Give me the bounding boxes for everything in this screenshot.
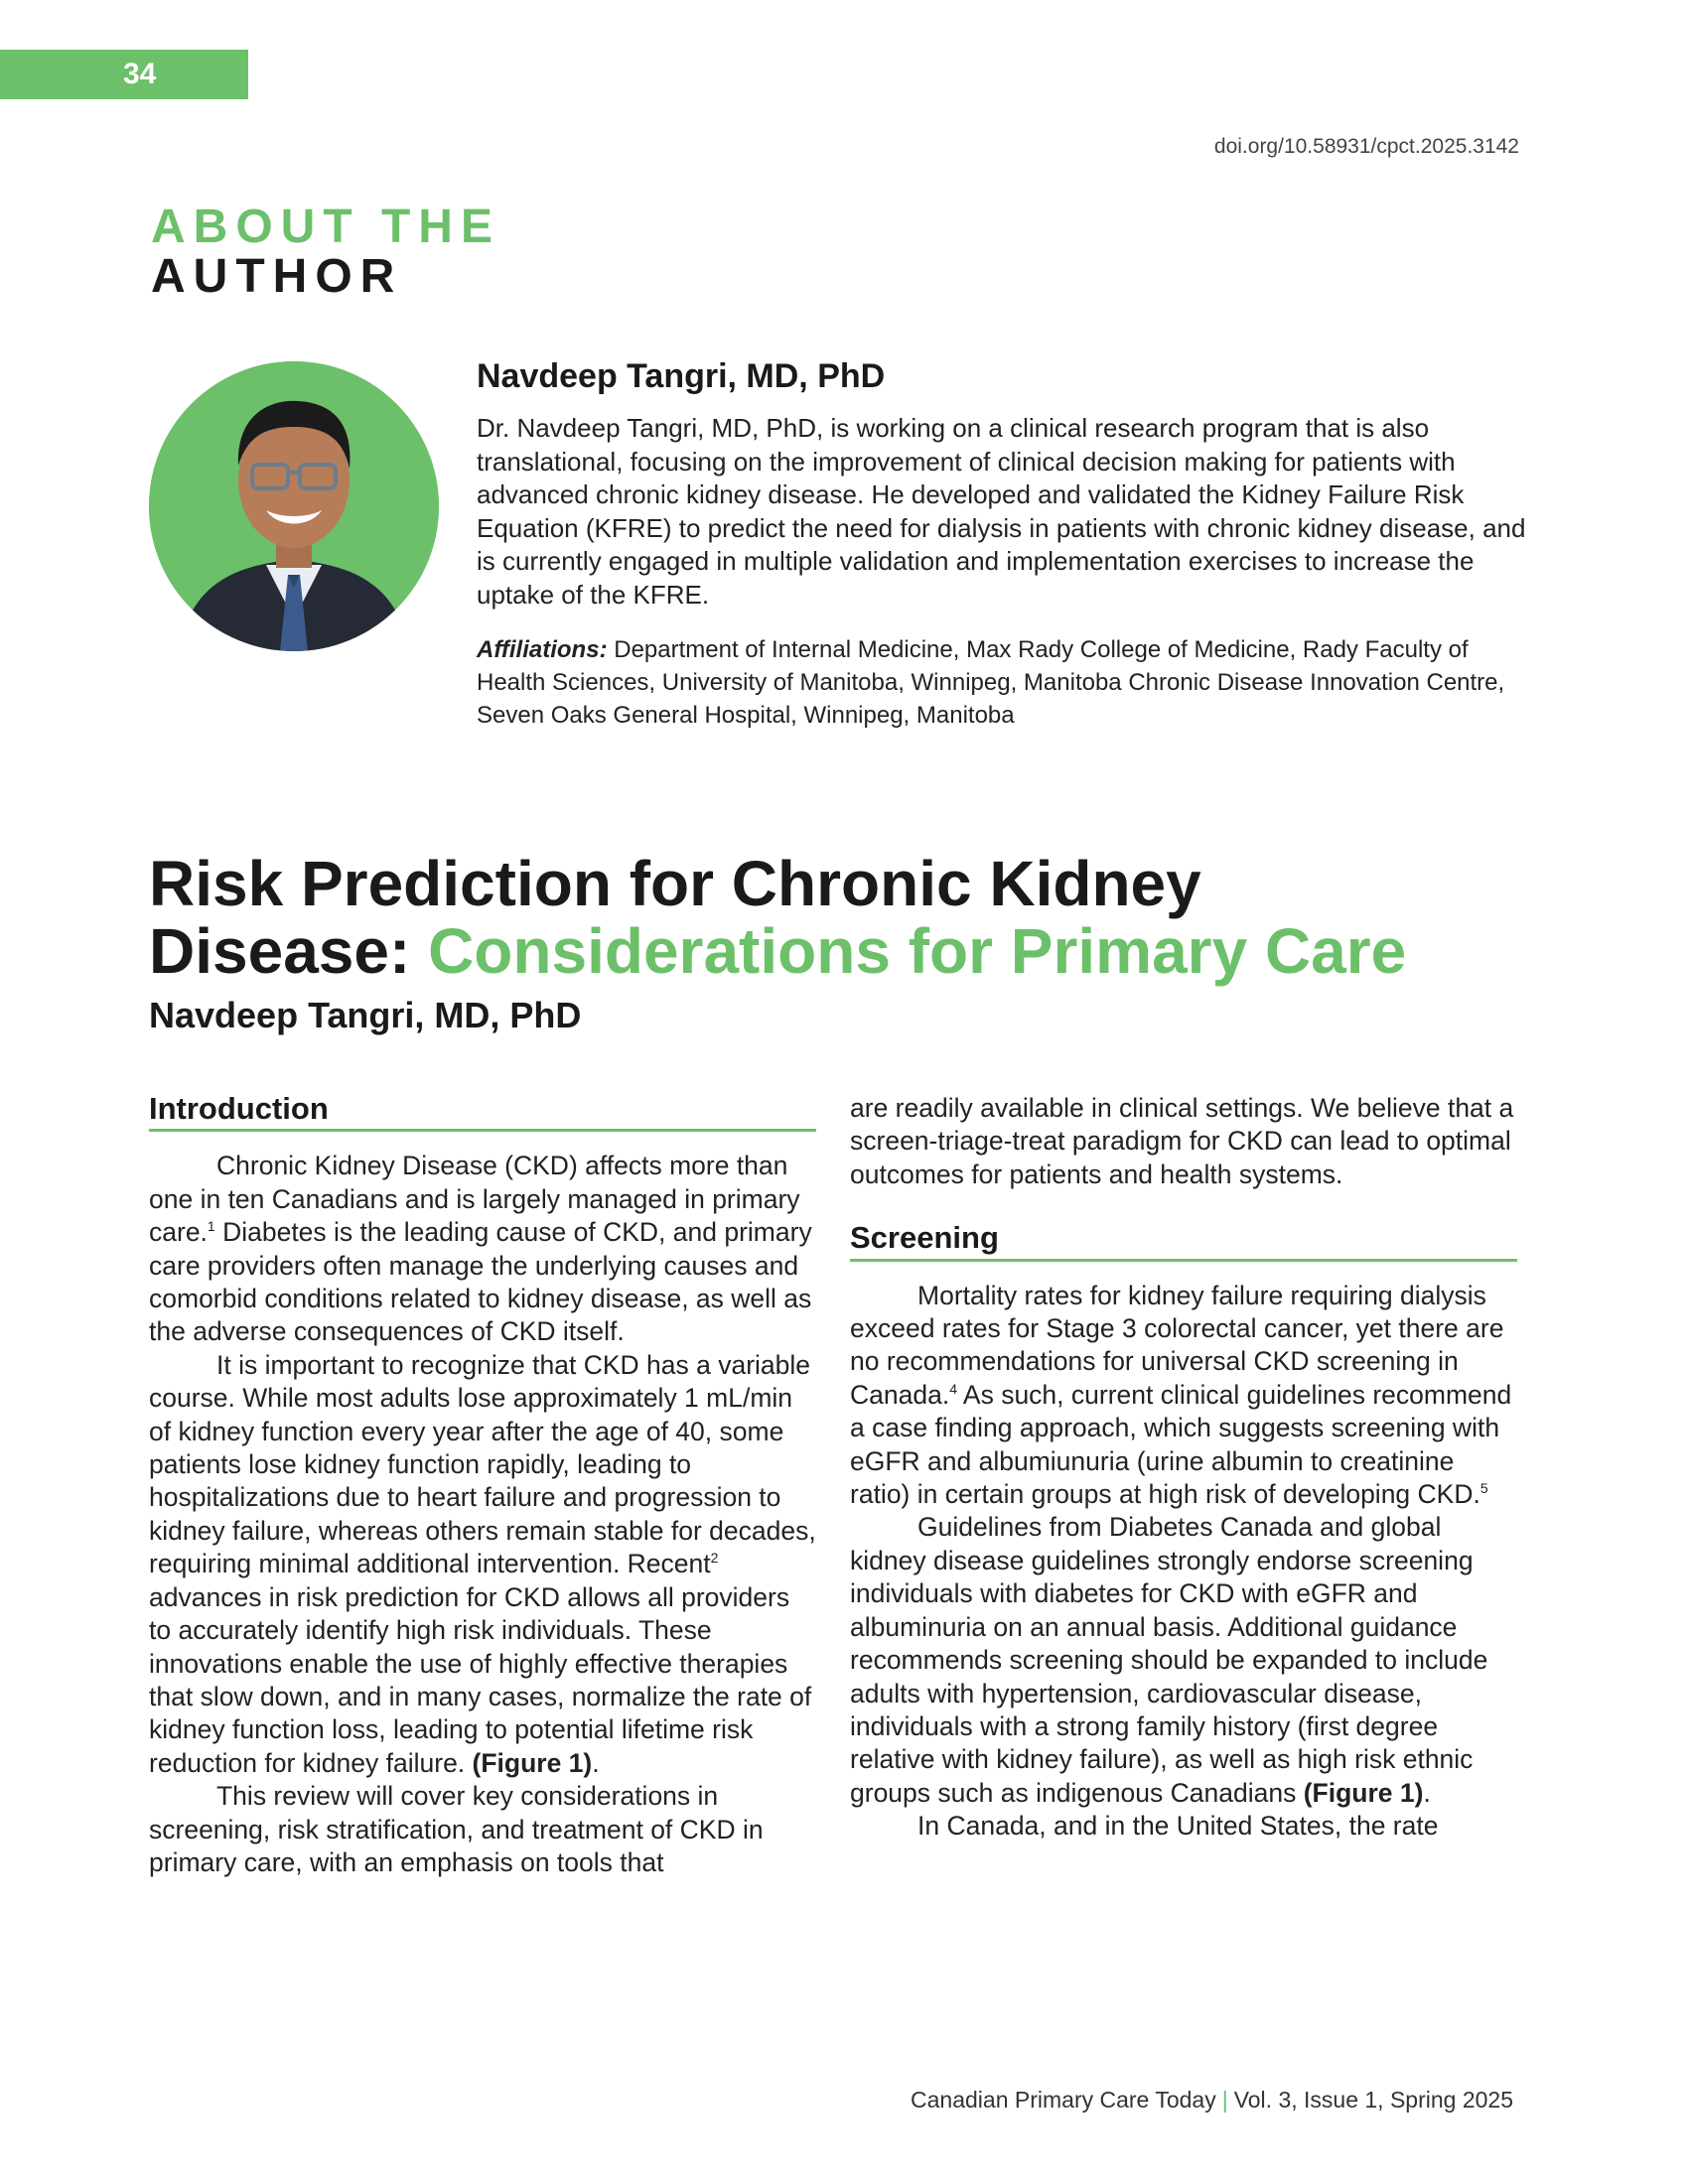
intro-paragraph-1: Chronic Kidney Disease (CKD) affects more than one in ten Canadians and is largely managed in primary care.$^1$ Diabetes is the leading cause of CKD, and primary care providers often manage the underlying causes and comorbid conditions related to kidney disease, as well as the adverse consequences of CKD itself.: [149, 1151, 812, 1347]
citation-ref[interactable]: 2: [710, 1550, 719, 1567]
author-info: [477, 357, 1529, 732]
issue-info: Vol. 3, Issue 1, Spring 2025: [1233, 2087, 1513, 2113]
article-title-block: [149, 850, 1539, 1036]
about-heading-line2: AUTHOR: [151, 250, 403, 303]
author-name: Navdeep Tangri, MD, PhD: [477, 357, 886, 395]
footer-separator: |: [1221, 2087, 1228, 2113]
screening-paragraph-2: Guidelines from Diabetes Canada and global kidney disease guidelines strongly endorse screening individuals with diabetes for CKD with eGFR and albuminuria on an annual basis. Additional guidance recommends screening should be expanded to include adults with hypertension, cardiovascular disease, individuals with a strong family history (first degree relative with kidney failure), as well as high risk ethnic groups such as indigenous Canadians (Figure 1).: [850, 1512, 1488, 1808]
page-footer: [911, 2087, 1513, 2114]
doi-link[interactable]: doi.org/10.58931/cpct.2025.3142: [1213, 135, 1519, 158]
article-title-dark: Disease:: [149, 915, 429, 987]
right-column: [850, 1092, 1517, 1843]
left-column: [149, 1092, 816, 1879]
screening-heading: Screening: [850, 1221, 1517, 1261]
article-title-line2: [149, 917, 1539, 985]
author-affiliations: [477, 633, 1529, 732]
page-number-tab: [0, 50, 248, 99]
about-heading-line1: ABOUT THE: [151, 201, 500, 253]
page-number: 34: [123, 58, 157, 90]
affiliations-text: Department of Internal Medicine, Max Rady College of Medicine, Rady Faculty of Health Sciences, University of Manitoba, Winnipeg, Manitoba Chronic Disease Innovation Centre, Seven Oaks General Hospital, Winnipeg, Manitoba: [477, 636, 1505, 729]
journal-name: Canadian Primary Care Today: [911, 2087, 1216, 2113]
article-title-green: Considerations for Primary Care: [428, 915, 1407, 987]
author-photo: [149, 361, 439, 651]
figure-reference[interactable]: (Figure 1): [1303, 1777, 1424, 1808]
intro-paragraph-3: This review will cover key considerations in screening, risk stratification, and treatment of CKD in primary care, with an emphasis on tools that: [149, 1781, 764, 1877]
citation-ref[interactable]: 5: [1479, 1480, 1488, 1497]
affiliations-label: Affiliations:: [477, 636, 608, 663]
screening-paragraph-1: Mortality rates for kidney failure requiring dialysis exceed rates for Stage 3 colorectal cancer, yet there are no recommendations for universal CKD screening in Canada.$^4$ As such, current clinical guidelines recommend a case finding approach, which suggests screening with eGFR and albumiunuria (urine albumin to creatinine ratio) in certain groups at high risk of developing CKD.$^5$: [850, 1280, 1512, 1510]
figure-reference[interactable]: (Figure 1): [472, 1747, 593, 1778]
author-portrait-icon: [149, 361, 439, 651]
article-byline: Navdeep Tangri, MD, PhD: [149, 995, 582, 1035]
intro-paragraph-3-continued: are readily available in clinical settings. We believe that a screen-triage-treat paradigm for CKD can lead to optimal outcomes for patients and health systems.: [850, 1093, 1514, 1189]
screening-paragraph-3: In Canada, and in the United States, the rate: [917, 1811, 1439, 1842]
article-title-line1: Risk Prediction for Chronic Kidney: [149, 848, 1201, 919]
author-bio: Dr. Navdeep Tangri, MD, PhD, is working on a clinical research program that is also translational, focusing on the improvement of clinical decision making for patients with advanced chronic kidney disease. He developed and validated the Kidney Failure Risk Equation (KFRE) to predict the need for dialysis in patients with chronic kidney disease, and is currently engaged in multiple validation and implementation exercises to increase the uptake of the KFRE.: [477, 413, 1526, 610]
intro-paragraph-2: It is important to recognize that CKD has a variable course. While most adults lose approximately 1 mL/min of kidney function every year after the age of 40, some patients lose kidney function rapidly, leading to hospitalizations due to heart failure and progression to kidney failure, whereas others remain stable for decades, requiring minimal additional intervention. Recent$^2$ advances in risk prediction for CKD allows all providers to accurately identify high risk individuals. These innovations enable the use of highly effective therapies that slow down, and in many cases, normalize the rate of kidney function loss, leading to potential lifetime risk reduction for kidney failure. (Figure 1).: [149, 1349, 816, 1778]
citation-ref[interactable]: 1: [207, 1218, 215, 1235]
citation-ref[interactable]: 4: [949, 1381, 957, 1398]
about-the-author-heading: [151, 203, 500, 302]
introduction-heading: Introduction: [149, 1092, 816, 1132]
